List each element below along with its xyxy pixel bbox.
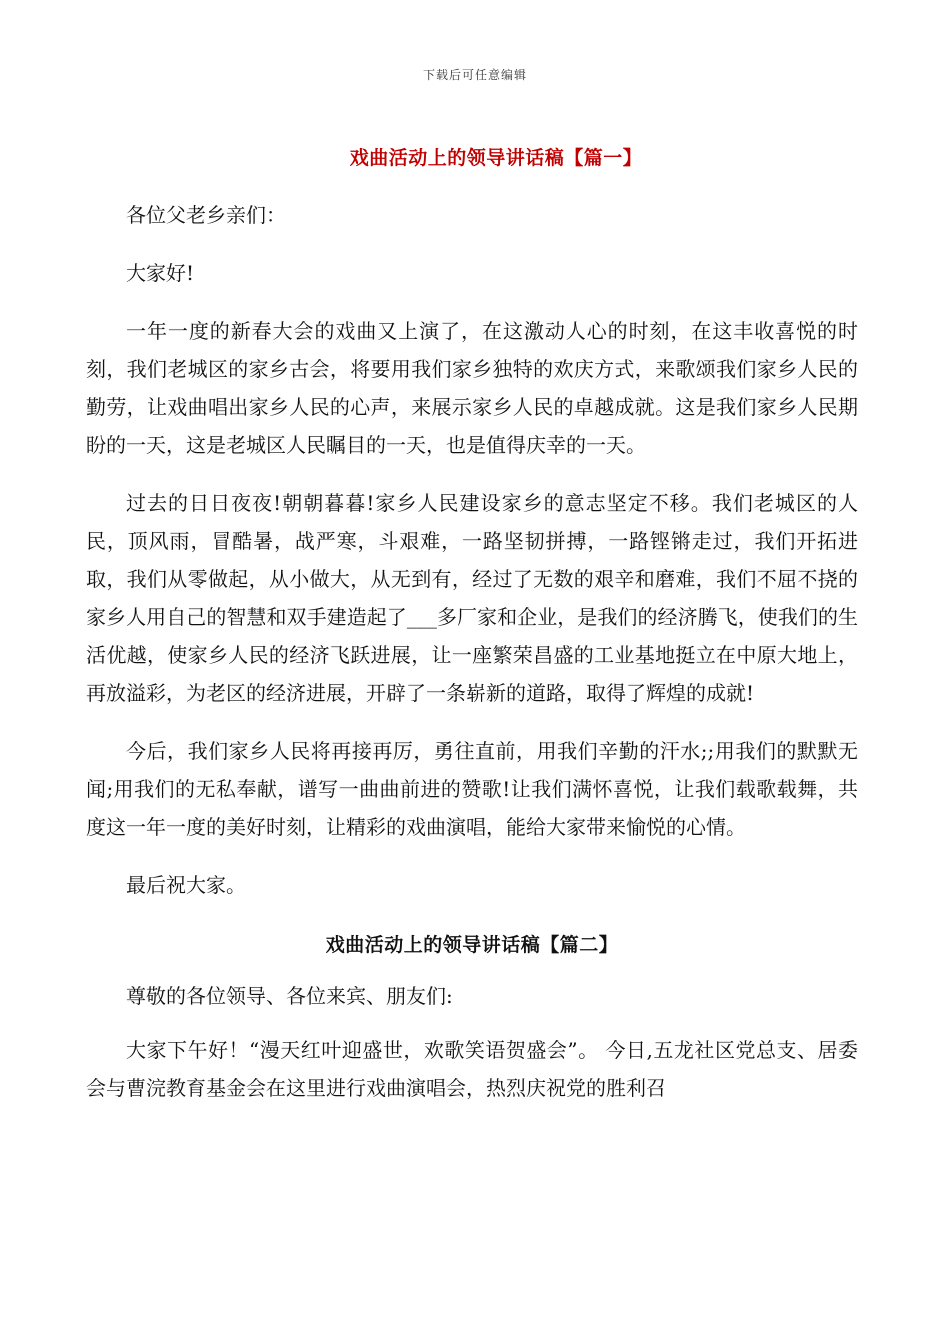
salutation: 尊敬的各位领导、各位来宾、朋友们: <box>126 984 453 1008</box>
greeting: 大家好! <box>126 261 195 285</box>
section-one-title: 戏曲活动上的领导讲话稿【篇一】 <box>349 147 643 169</box>
body-paragraph: 过去的日日夜夜!朝朝暮暮!家乡人民建设家乡的意志坚定不移。我们老城区的人民，顶风雨，冒酷暑，战严寒，斗艰难，一路坚韧拼搏，一路铿锵走过，我们开拓进取，我们从零做起，从小做大，从无到有，经过了无数的艰辛和磨难，我们不屈不挠的家乡人用自己的智慧和双手建造起了___多厂家和企业，是我们的经济腾飞，使我们的生活优越，使家乡人民的经济飞跃进展，让一座繁荣昌盛的工业基地挺立在中原大地上，再放溢彩，为老区的经济进展，开辟了一条崭新的道路，取得了辉煌的成就! <box>86 491 858 705</box>
salutation: 各位父老乡亲们： <box>126 203 286 227</box>
body-paragraph: 今后，我们家乡人民将再接再厉，勇往直前，用我们辛勤的汗水;;用我们的默默无闻;用我们的无私奉献，谱写一曲曲前进的赞歌!让我们满怀喜悦，让我们载歌载舞，共度这一年一度的美好时刻，让精彩的戏曲演唱，能给大家带来愉悦的心情。 <box>86 739 858 839</box>
document-body <box>86 196 858 1127</box>
body-paragraph: 一年一度的新春大会的戏曲又上演了，在这激动人心的时刻，在这丰收喜悦的时刻，我们老城区的家乡古会，将要用我们家乡独特的欢庆方式，来歌颂我们家乡人民的勤劳，让戏曲唱出家乡人民的心声，来展示家乡人民的卓越成就。这是我们家乡人民期盼的一天，这是老城区人民瞩目的一天，也是值得庆幸的一天。 <box>86 319 858 457</box>
body-paragraph: 大家下午好！“漫天红叶迎盛世，欢歌笑语贺盛会”。 今日,五龙社区党总支、居委会与曹浣教育基金会在这里进行戏曲演唱会，热烈庆祝党的胜利召 <box>86 1038 858 1100</box>
section-two-title: 戏曲活动上的领导讲话稿【篇二】 <box>325 934 619 956</box>
header-note: 下载后可任意编辑 <box>422 68 527 82</box>
closing-line: 最后祝大家。 <box>126 873 246 897</box>
